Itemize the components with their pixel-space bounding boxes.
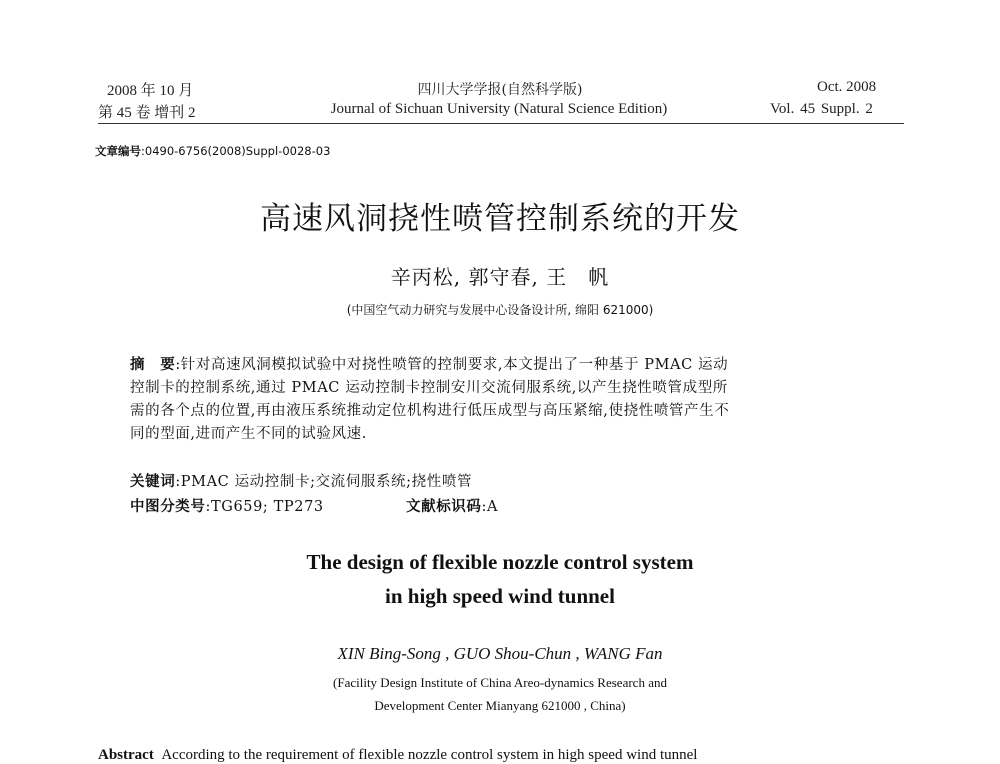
classification [130,495,324,516]
affiliation-cn: (中国空气动力研究与发展中心设备设计所, 绵阳 621000) [346,303,654,317]
article-number-value: :0490-6756(2008)Suppl-0028-03 [141,144,331,158]
affiliation-en-line-1: (Facility Design Institute of China Areo-dynamics Research and [333,675,667,690]
affiliation-en-line-2: Development Center Mianyang 621000 , China) [374,698,626,713]
header-journal-cn: 四川大学学报(自然科学版) [417,82,583,98]
article-number [95,143,330,159]
abstract-cn-line-3: 需的各个点的位置,再由液压系统推动定位机构进行低压成型与高压紧缩,使挠性喷管产生不 [130,403,730,419]
abstract-en [98,747,697,764]
abstract-cn [130,354,870,446]
header-journal-en: Journal of Sichuan University (Natural Science Edition) [330,101,668,117]
abstract-cn-line-2: 控制卡的控制系统,通过 PMAC 运动控制卡控制安川交流伺服系统,以产生挠性喷管成型所 [130,380,728,396]
authors-cn: 辛丙松, 郭守春, 王 帆 [390,265,610,289]
article-number-label: 文章编号 [95,144,141,158]
title-cn: 高速风洞挠性喷管控制系统的开发 [260,201,740,237]
abstract-cn-text: :针对高速风洞模拟试验中对挠性喷管的控制要求,本文提出了一种基于 PMAC 运动 [175,357,729,373]
header-left-date: 2008 年 10 月 [107,83,194,99]
header-left-volume: 第 45 卷 增刊 2 [98,105,196,121]
keywords-cn [130,470,472,491]
document-code-label: 文献标识码 [406,499,482,515]
header-right-volume: Vol. 45 Suppl. 2 [770,101,873,117]
classification-label: 中图分类号 [130,499,206,515]
abstract-cn-line-1 [130,354,870,377]
document-code [406,495,498,516]
authors-en: XIN Bing-Song , GUO Shou-Chun , WANG Fan [337,644,663,663]
keywords-cn-value: :PMAC 运动控制卡;交流伺服系统;挠性喷管 [175,474,473,490]
abstract-cn-label: 摘 要 [130,357,176,373]
abstract-en-label: Abstract [98,747,154,763]
title-en-line-1: The design of flexible nozzle control system [306,550,694,574]
abstract-en-text: According to the requirement of flexible nozzle control system in high speed wind tunnel [161,747,698,763]
header-right-date: Oct. 2008 [817,79,877,95]
document-code-value: :A [481,499,499,515]
header-rule [98,123,904,124]
classification-value: :TG659; TP273 [205,499,324,515]
keywords-cn-label: 关键词 [130,474,176,490]
abstract-cn-line-4: 同的型面,进而产生不同的试验风速. [130,426,367,442]
title-en-line-2: in high speed wind tunnel [385,584,615,608]
